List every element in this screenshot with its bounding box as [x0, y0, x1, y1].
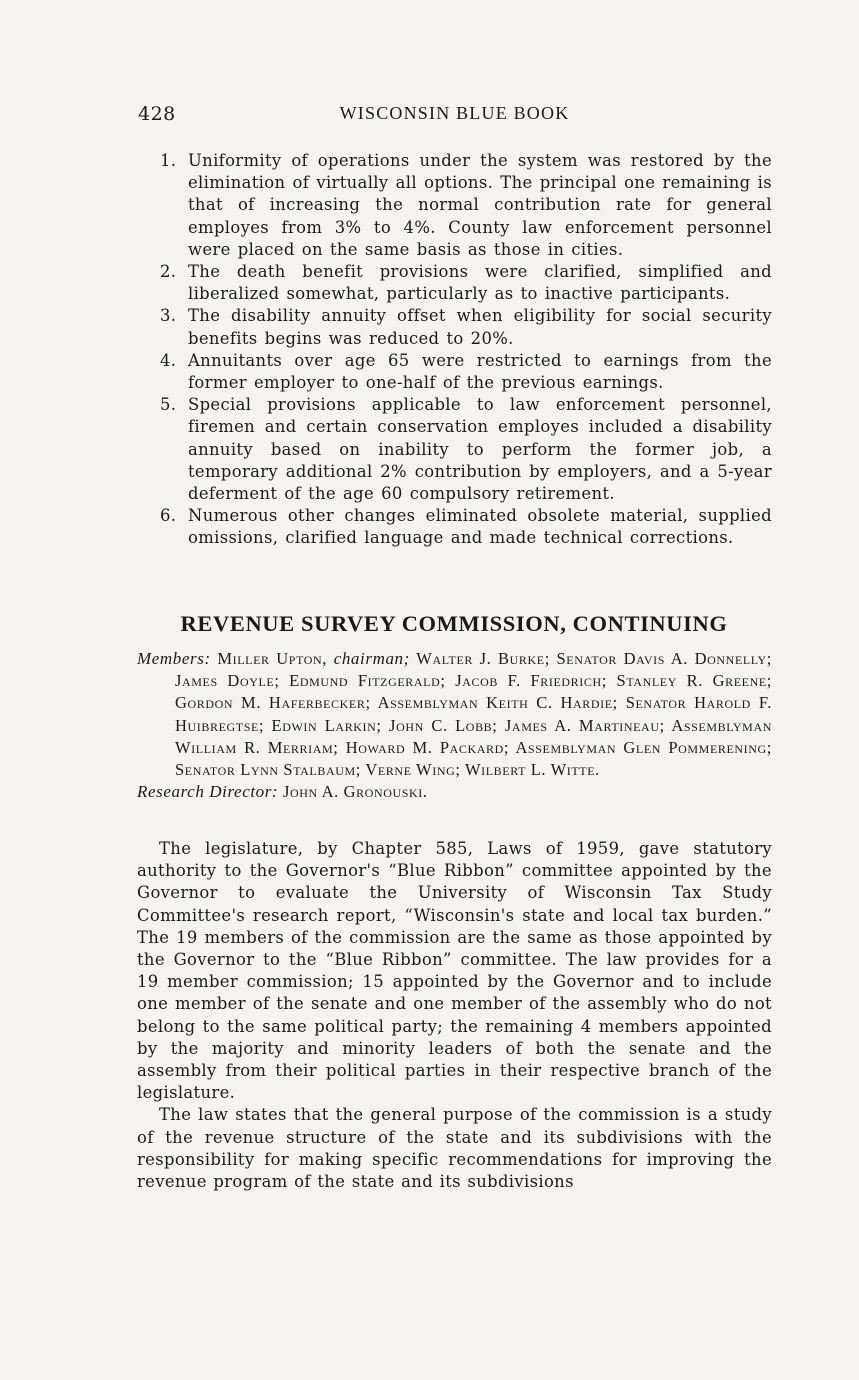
changes-list	[160, 150, 772, 550]
list-item-number: 5.	[160, 395, 177, 415]
members-block	[137, 648, 772, 803]
list-item-number: 2.	[160, 262, 177, 282]
list-item-text: Numerous other changes eliminated obsolete material, supplied omissions, clarified language and made technical corrections.	[188, 506, 772, 548]
list-item	[160, 394, 772, 505]
members-list	[137, 648, 772, 781]
list-item-text: The death benefit provisions were clarified, simplified and liberalized somewhat, particularly as to inactive participants.	[188, 262, 772, 304]
director-name: John A. Gronouski.	[282, 782, 428, 802]
list-item	[160, 305, 772, 349]
research-director	[137, 781, 772, 803]
chairman-label: chairman;	[333, 649, 410, 668]
members-names: Walter J. Burke; Senator Davis A. Donnelly; James Doyle; Edmund Fitzgerald; Jacob F. Friedrich; Stanley R. Greene; Gordon M. Haferbecker; Assemblyman Keith C. Hardie; Senator Harold F. Huibregtse; Edwin Larkin; John C. Lobb; James A. Martineau; Assemblyman William R. Merriam; Howard M. Packard; Assemblyman Glen Pommerening; Senator Lynn Stalbaum; Verne Wing; Wilbert L. Witte.	[175, 649, 772, 780]
list-item-text: Special provisions applicable to law enforcement personnel, firemen and certain conservation employes included a disability annuity based on inability to perform the former job, a temporary additional 2% contribution by employers, and a 5-year deferment of the age 60 compulsory retirement.	[188, 395, 772, 504]
body-text	[137, 838, 772, 1193]
list-item-text: The disability annuity offset when eligibility for social security benefits begins was reduced to 20%.	[188, 306, 772, 348]
list-item-number: 1.	[160, 151, 177, 170]
list-item-number: 4.	[160, 350, 177, 370]
list-item-text: Uniformity of operations under the system was restored by the elimination of virtually all options. The principal one remaining is that of increasing the normal contribution rate for general employes from 3% to 4%. County law enforcement personnel were placed on the same basis as those in cities.	[188, 151, 772, 259]
list-item-number: 3.	[160, 306, 177, 326]
paragraph: The legislature, by Chapter 585, Laws of 1959, gave statutory authority to the Governor's “Blue Ribbon” committee appointed by the Governor to evaluate the University of Wisconsin Tax Study Committee's research report, “Wisconsin's state and local tax burden.” The 19 members of the commission are the same as those appointed by the Governor to the “Blue Ribbon” committee. The law provides for a 19 member commission; 15 appointed by the Governor and to include one member of the senate and one member of the assembly who do not belong to the same political party; the remaining 4 members appointed by the majority and minority leaders of both the senate and the assembly from their political parties in their respective branch of the legislature.	[137, 839, 772, 1103]
members-label: Members:	[137, 649, 211, 668]
paragraph: The law states that the general purpose of the commission is a study of the revenue structure of the state and its subdivisions with the responsibility for making specific recommendations for improving the revenue program of the state and its subdivisions	[137, 1105, 772, 1192]
list-item	[160, 261, 772, 305]
list-item-number: 6.	[160, 506, 177, 526]
running-head: WISCONSIN BLUE BOOK	[339, 103, 570, 123]
list-item	[160, 150, 772, 261]
list-item-text: Annuitants over age 65 were restricted to earnings from the former employer to one-half of the previous earnings.	[188, 350, 772, 393]
section-heading: REVENUE SURVEY COMMISSION, CONTINUING	[180, 611, 728, 636]
list-item	[160, 505, 772, 549]
list-item	[160, 350, 772, 394]
page-number: 428	[138, 103, 176, 125]
members-names-pre: Miller Upton,	[217, 649, 328, 668]
director-label: Research Director:	[137, 782, 279, 802]
